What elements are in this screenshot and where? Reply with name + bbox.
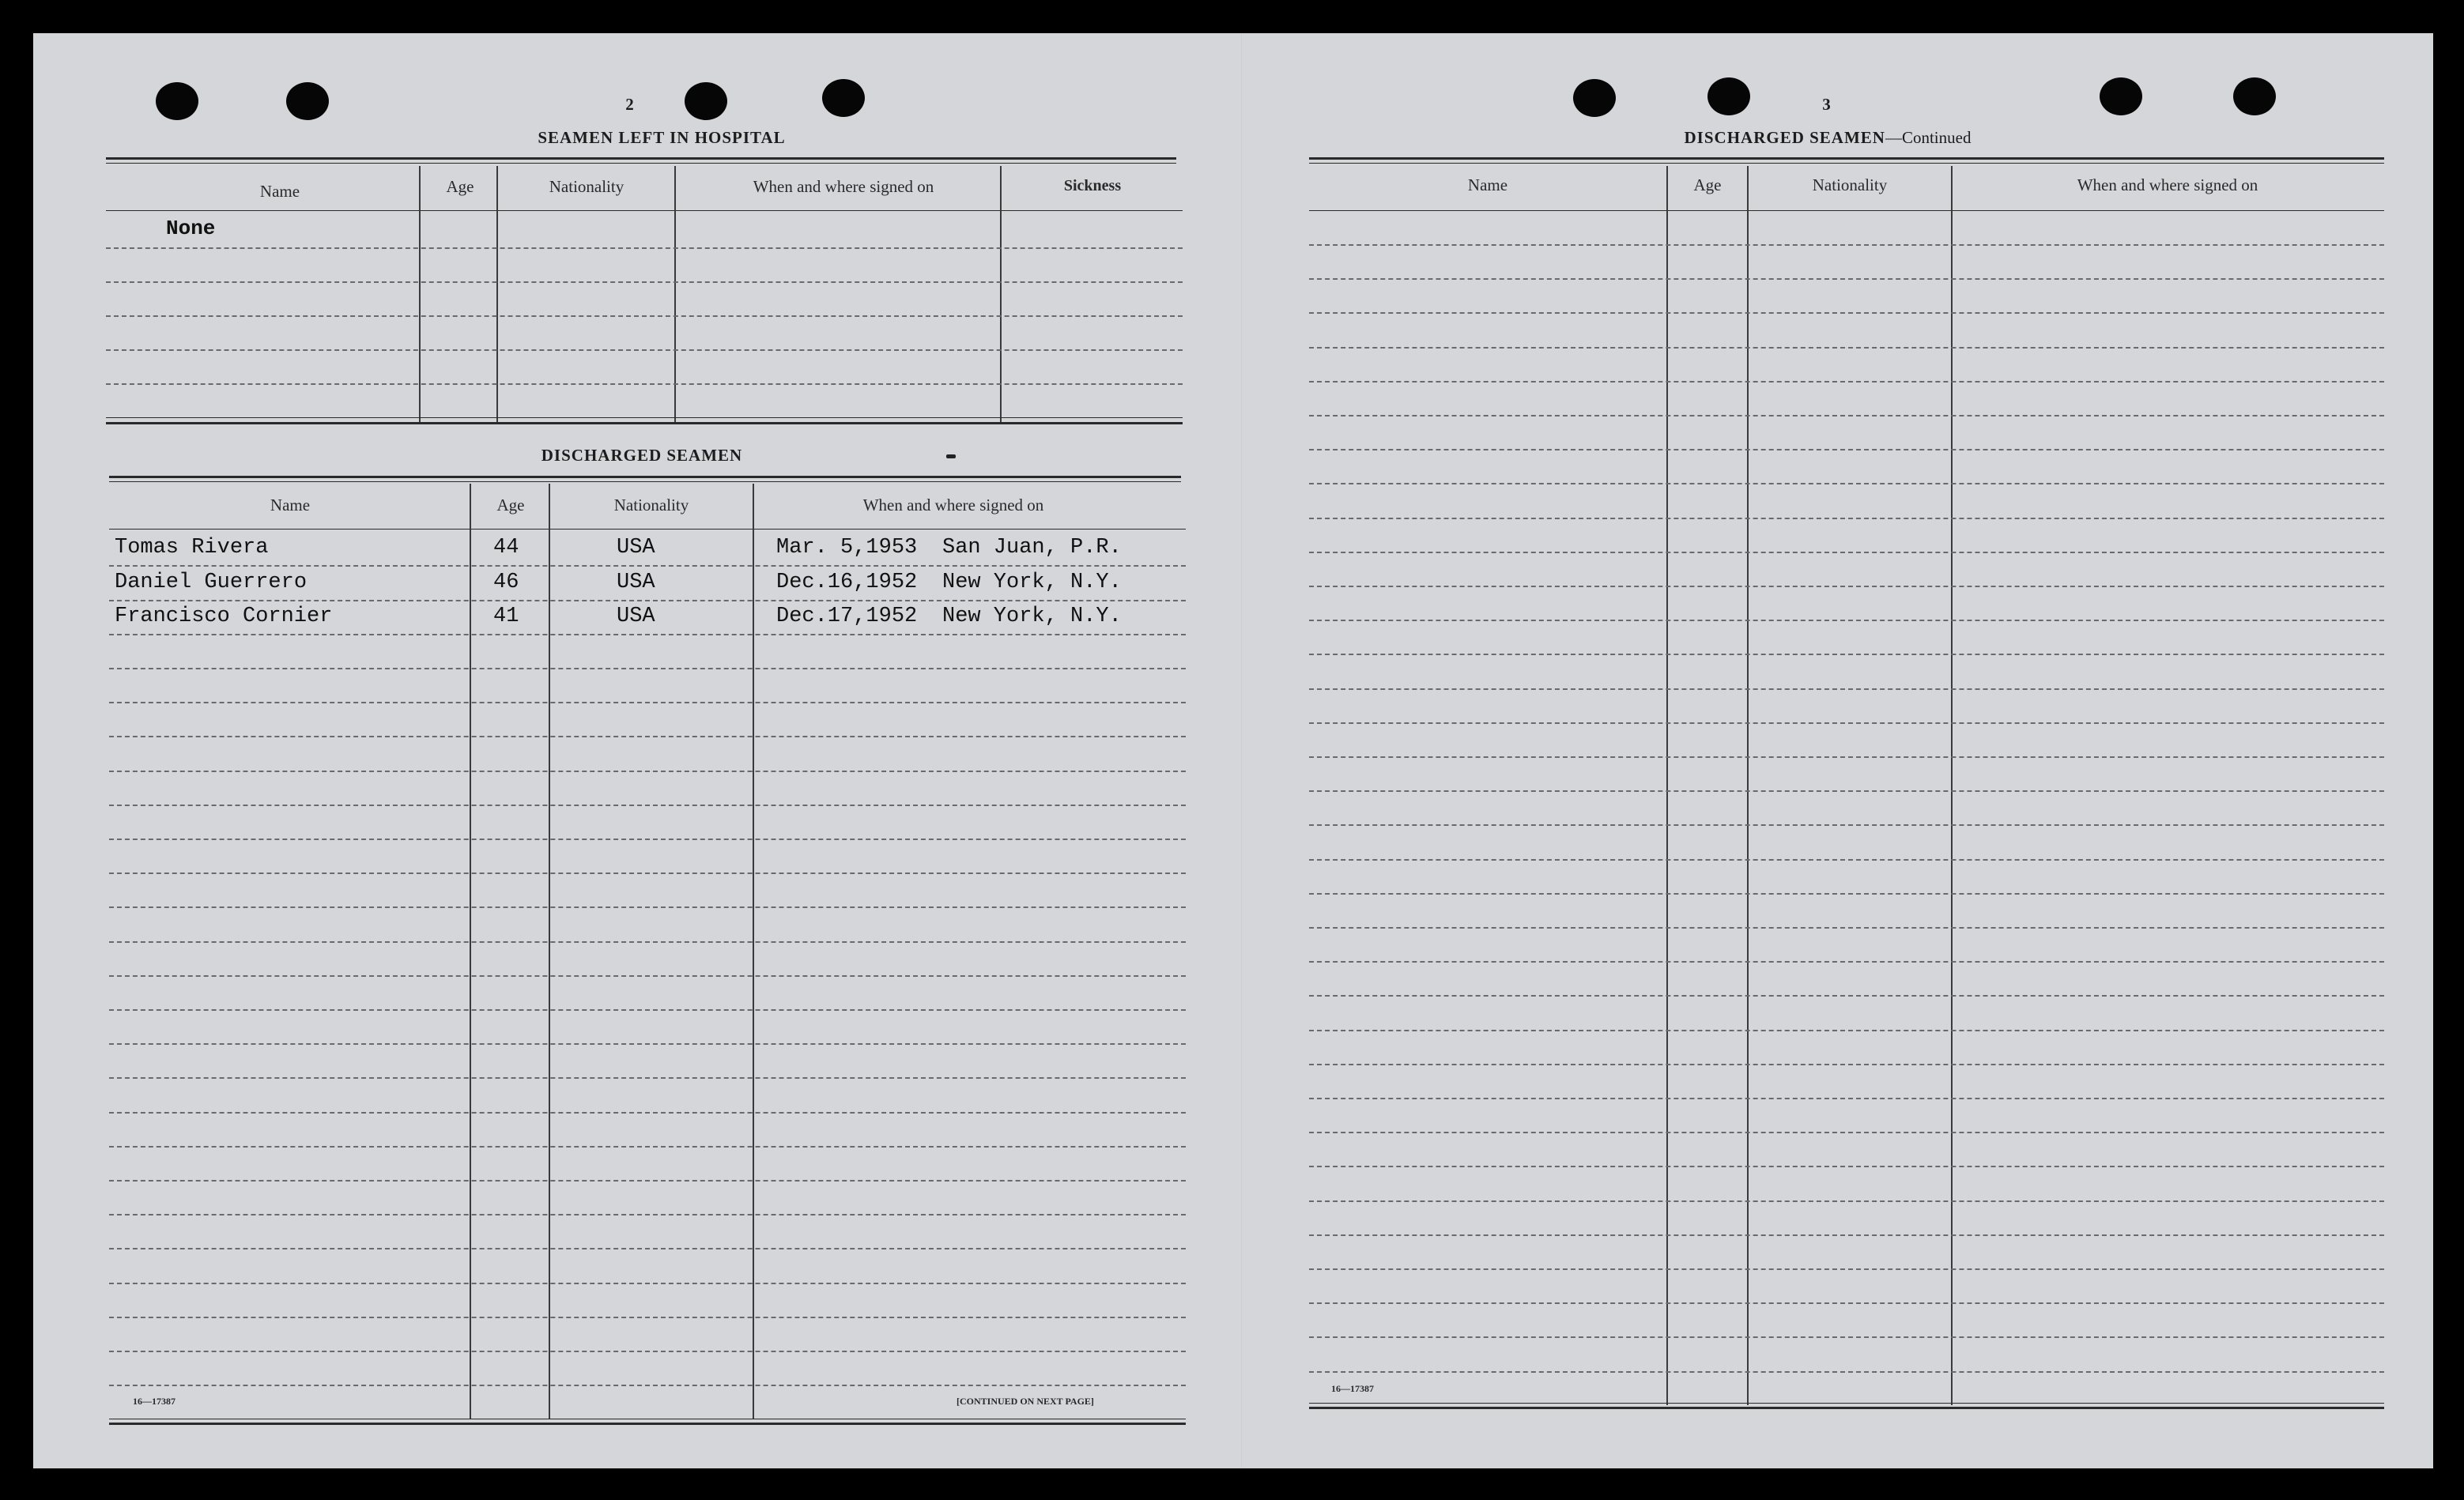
stray-mark (946, 454, 956, 458)
row-line (109, 906, 1186, 908)
row-line (1309, 415, 2384, 416)
row-line (1309, 927, 2384, 929)
column-divider (1951, 166, 1953, 1405)
seaman-age: 46 (493, 571, 519, 594)
row-line (106, 247, 1183, 249)
hospital-none-entry: None (166, 217, 216, 240)
row-line (1309, 688, 2384, 690)
row-line (109, 565, 1186, 567)
punch-hole (156, 82, 198, 120)
signed-on-date: Dec.16,1952 (776, 571, 918, 594)
hospital-header-nationality: Nationality (549, 177, 624, 196)
row-line (1309, 278, 2384, 280)
hospital-header-age: Age (446, 177, 474, 196)
row-line (109, 1146, 1186, 1148)
row-line (1309, 1302, 2384, 1304)
row-line (109, 1077, 1186, 1079)
table-bottom-rule (1309, 1403, 2384, 1404)
row-line (1309, 1030, 2384, 1031)
row-line (1309, 244, 2384, 246)
row-line (1309, 1268, 2384, 1270)
row-line (109, 668, 1186, 669)
column-divider (549, 484, 550, 1419)
row-line (1309, 893, 2384, 895)
row-line (1309, 1132, 2384, 1133)
row-line (109, 1248, 1186, 1249)
seaman-nationality: USA (617, 605, 655, 628)
document-sheet (33, 33, 2433, 1468)
row-line (1309, 995, 2384, 997)
header-rule (1309, 210, 2384, 211)
row-line (109, 1214, 1186, 1215)
header-rule (106, 210, 1183, 211)
row-line (1309, 961, 2384, 963)
discharged-header-age: Age (496, 496, 525, 514)
discharged-header-name: Name (270, 496, 311, 514)
row-line (1309, 552, 2384, 553)
row-line (1309, 859, 2384, 861)
row-line (109, 1009, 1186, 1011)
table-top-rule (1309, 157, 2384, 160)
row-line (1309, 1200, 2384, 1202)
row-line (1309, 449, 2384, 450)
table-top-rule (109, 481, 1181, 482)
column-divider (1747, 166, 1749, 1405)
row-line (1309, 518, 2384, 519)
seaman-name: Tomas Rivera (115, 536, 269, 560)
table-top-rule (1309, 163, 2384, 164)
right-title-main: DISCHARGED SEAMEN (1684, 128, 1885, 147)
row-line (1309, 312, 2384, 314)
seaman-name: Daniel Guerrero (115, 571, 308, 594)
punch-hole (286, 82, 329, 120)
row-line (1309, 347, 2384, 349)
row-line (1309, 381, 2384, 383)
punch-hole (685, 82, 727, 120)
row-line (109, 975, 1186, 977)
row-line (109, 771, 1186, 772)
table-bottom-rule (106, 422, 1183, 424)
discharged-header-signed-on: When and where signed on (862, 496, 1044, 514)
row-line (1309, 1371, 2384, 1373)
signed-on-date: Mar. 5,1953 (776, 536, 918, 560)
signed-on-date: Dec.17,1952 (776, 605, 918, 628)
row-line (106, 281, 1183, 283)
row-line (109, 702, 1186, 703)
left-form-number: 16—17387 (133, 1396, 175, 1407)
left-page-number: 2 (625, 95, 635, 114)
right-form-number: 16—17387 (1331, 1383, 1374, 1394)
row-line (106, 383, 1183, 385)
seaman-nationality: USA (617, 536, 655, 560)
table-bottom-rule (109, 1423, 1186, 1425)
row-line (1309, 722, 2384, 724)
continued-note: [CONTINUED ON NEXT PAGE] (957, 1396, 1094, 1407)
row-line (109, 805, 1186, 806)
punch-hole (2100, 77, 2142, 115)
row-line (109, 1180, 1186, 1182)
row-line (1309, 654, 2384, 655)
row-line (109, 634, 1186, 635)
column-divider (753, 484, 754, 1419)
row-line (1309, 756, 2384, 758)
row-line (1309, 1234, 2384, 1236)
header-rule (109, 529, 1186, 530)
continued-header-name: Name (1467, 175, 1508, 194)
row-line (1309, 790, 2384, 792)
row-line (109, 941, 1186, 943)
signed-on-place: San Juan, P.R. (942, 536, 1122, 560)
seaman-nationality: USA (617, 571, 655, 594)
continued-header-signed-on: When and where signed on (2077, 175, 2258, 194)
row-line (1309, 586, 2384, 587)
discharged-header-nationality: Nationality (613, 496, 689, 514)
table-bottom-rule (1309, 1407, 2384, 1409)
center-fold (1241, 33, 1244, 1468)
signed-on-place: New York, N.Y. (942, 571, 1122, 594)
hospital-header-sickness: Sickness (1063, 177, 1122, 194)
row-line (106, 349, 1183, 351)
column-divider (470, 484, 471, 1419)
row-line (1309, 1064, 2384, 1065)
hospital-section-title: SEAMEN LEFT IN HOSPITAL (538, 128, 786, 147)
discharged-section-title: DISCHARGED SEAMEN (541, 446, 743, 465)
seaman-name: Francisco Cornier (115, 605, 333, 628)
row-line (109, 736, 1186, 737)
seaman-age: 41 (493, 605, 519, 628)
hospital-header-signed-on: When and where signed on (753, 177, 934, 196)
punch-hole (1707, 77, 1750, 115)
seaman-age: 44 (493, 536, 519, 560)
table-top-rule (106, 157, 1176, 160)
row-line (109, 1112, 1186, 1114)
row-line (1309, 1166, 2384, 1167)
right-section-title (1583, 128, 2073, 148)
punch-hole (2233, 77, 2276, 115)
column-divider (1666, 166, 1668, 1405)
row-line (1309, 483, 2384, 484)
hospital-header-name: Name (259, 182, 300, 201)
continued-header-nationality: Nationality (1812, 175, 1888, 194)
row-line (1309, 1098, 2384, 1099)
table-top-rule (109, 476, 1181, 478)
row-line (1309, 824, 2384, 826)
punch-hole (822, 79, 865, 117)
row-line (109, 1317, 1186, 1318)
row-line (109, 600, 1186, 601)
row-line (109, 1351, 1186, 1352)
right-title-suffix: —Continued (1885, 128, 1972, 147)
row-line (109, 839, 1186, 840)
punch-hole (1573, 79, 1616, 117)
row-line (109, 872, 1186, 874)
row-line (1309, 1336, 2384, 1338)
row-line (109, 1043, 1186, 1045)
table-top-rule (106, 163, 1176, 164)
signed-on-place: New York, N.Y. (942, 605, 1122, 628)
table-bottom-rule (106, 417, 1183, 418)
row-line (109, 1385, 1186, 1386)
right-page-number: 3 (1822, 95, 1832, 114)
row-line (1309, 620, 2384, 621)
row-line (106, 315, 1183, 317)
row-line (109, 1283, 1186, 1284)
continued-header-age: Age (1693, 175, 1722, 194)
